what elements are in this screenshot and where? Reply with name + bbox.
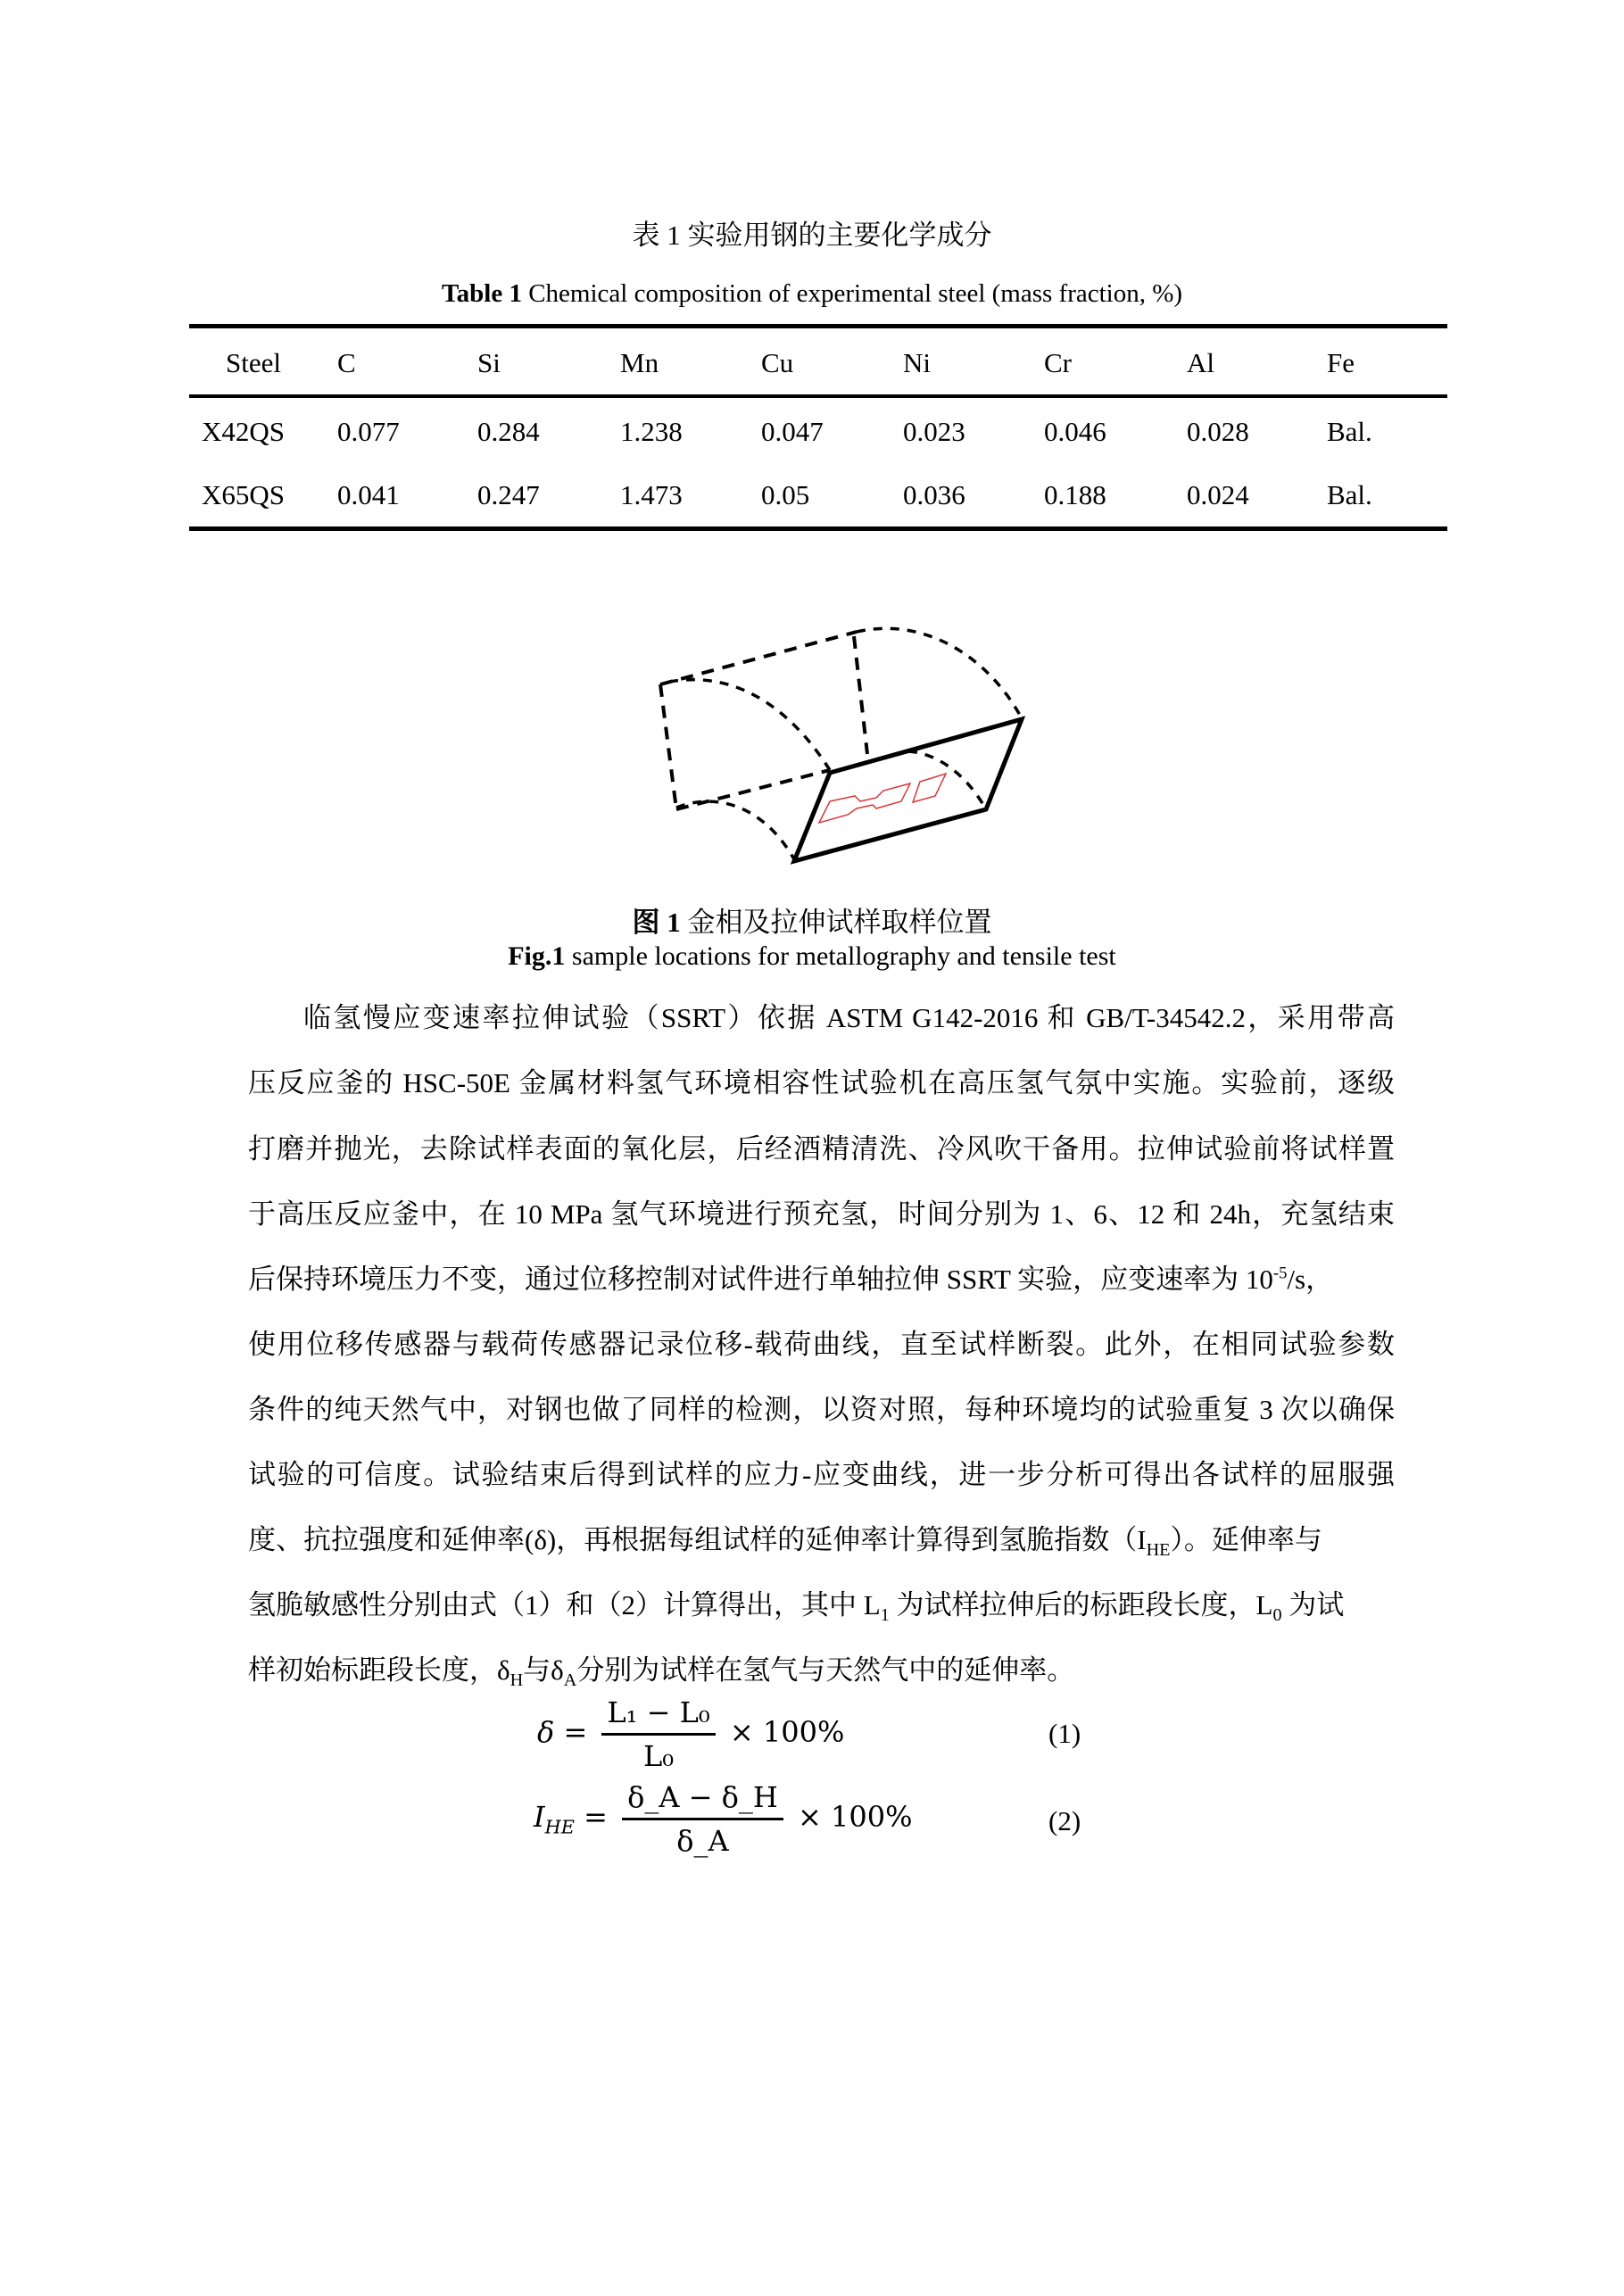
paragraph-line: 压反应釜的 HSC-50E 金属材料氢气环境相容性试验机在高压氢气氛中实施。实验前，逐级 xyxy=(248,1067,1395,1098)
eq1-factor: × 100% xyxy=(729,1715,845,1749)
exponent: -5 xyxy=(1272,1264,1288,1283)
equation-1: δ = $\frac{\text{L₁ − L₀}}{\text{L₀}}$ × 100% xyxy=(537,1695,845,1773)
eq2-numerator: δ_A − δ_H xyxy=(622,1780,783,1820)
table-top-rule xyxy=(189,324,1447,328)
table-caption-en xyxy=(0,279,1624,309)
figure-caption-en xyxy=(0,941,1624,972)
inner-curve-left xyxy=(669,680,830,770)
eq1-numerator: L₁ − L₀ xyxy=(601,1695,715,1736)
outer-curve-right xyxy=(857,628,1022,718)
table-cell: 1.238 xyxy=(620,416,683,447)
table-cell: 0.024 xyxy=(1187,479,1249,510)
table-header-cell: Cu xyxy=(761,347,794,378)
eq1-fraction xyxy=(601,1695,715,1773)
table-cell: 0.028 xyxy=(1187,416,1249,447)
subscript: 0 xyxy=(1272,1605,1282,1626)
equation-1-number: (1) xyxy=(1048,1718,1081,1749)
table-label: Table 1 xyxy=(441,279,522,308)
table-cell: 0.046 xyxy=(1044,416,1106,447)
pipe-left-edge xyxy=(660,684,676,809)
figure-caption-cn xyxy=(0,899,1624,940)
cut-plane xyxy=(794,719,1022,861)
table-cell: 0.047 xyxy=(761,416,824,447)
table-header-cell: Ni xyxy=(903,347,931,378)
table-cell: 0.036 xyxy=(903,479,965,510)
table-cell: Bal. xyxy=(1327,479,1372,510)
table-header-rule xyxy=(189,394,1447,398)
paragraph-line xyxy=(248,1647,1395,1691)
pipe-top-edge xyxy=(660,632,857,684)
eq2-fraction xyxy=(622,1780,783,1858)
eq2-denominator: δ_A xyxy=(676,1824,729,1858)
figure-caption-en-text: sample locations for metallography and tensile test xyxy=(565,941,1116,971)
table-header-cell: Si xyxy=(477,347,501,378)
table-caption-text: Chemical composition of experimental steel (mass fraction, %) xyxy=(521,279,1183,308)
line-text: 氢脆敏感性分别由式（1）和（2）计算得出，其中 L xyxy=(248,1589,881,1620)
paragraph-line xyxy=(248,1582,1395,1626)
eq2-lhs-sub: HE xyxy=(544,1816,575,1838)
table-cell: 0.05 xyxy=(761,479,810,510)
table-header-cell: Al xyxy=(1187,347,1214,378)
pipe-outline-dashed xyxy=(660,632,867,809)
subscript: H xyxy=(510,1670,524,1691)
table-caption-cn: 表 1 实验用钢的主要化学成分 xyxy=(632,220,992,251)
paragraph-line: 使用位移传感器与载荷传感器记录位移-载荷曲线，直至试样断裂。此外，在相同试验参数 xyxy=(248,1329,1395,1360)
table-cell: 0.284 xyxy=(477,416,540,447)
table-header-cell: Steel xyxy=(226,347,281,378)
figure-label-en: Fig.1 xyxy=(508,941,566,971)
eq1-lhs: δ xyxy=(537,1715,555,1749)
lower-curve-left xyxy=(676,801,794,859)
line-tail: ）。延伸率与 xyxy=(1170,1524,1322,1555)
table-header-cell: Cr xyxy=(1044,347,1072,378)
line-tail: 为试 xyxy=(1281,1589,1345,1620)
line-tail: 分别为试样在氢气与天然气中的延伸率。 xyxy=(576,1654,1075,1686)
table-row-label: X42QS xyxy=(202,416,286,447)
table-header-cell: Fe xyxy=(1327,347,1355,378)
table-cell: Bal. xyxy=(1327,416,1372,447)
table-cell: 0.023 xyxy=(903,416,965,447)
pipe-mid-edge xyxy=(854,636,867,754)
table-header-cell: C xyxy=(337,347,356,378)
equation-2-number: (2) xyxy=(1048,1805,1081,1836)
line-text: 度、抗拉强度和延伸率(δ)，再根据每组试样的延伸率计算得到氢脆指数（I xyxy=(248,1524,1147,1555)
table-header-cell: Mn xyxy=(620,347,659,378)
pipe-curves-dashed xyxy=(669,628,1022,859)
line-text: 后保持环境压力不变，通过位移控制对试件进行单轴拉伸 SSRT 实验，应变速率为 10 xyxy=(248,1264,1273,1295)
table-row-label: X65QS xyxy=(202,479,286,510)
paragraph-line: 试验的可信度。试验结束后得到试样的应力-应变曲线，进一步分析可得出各试样的屈服强 xyxy=(248,1459,1395,1490)
subscript: 1 xyxy=(880,1605,890,1626)
subscript: A xyxy=(563,1670,577,1691)
table-cell: 0.077 xyxy=(337,416,400,447)
eq1-denominator: L₀ xyxy=(643,1739,675,1773)
tensile-specimen xyxy=(819,774,946,823)
subscript: HE xyxy=(1146,1540,1171,1561)
paragraph-line: 临氢慢应变速率拉伸试验（SSRT）依据 ASTM G142-2016 和 GB/T-34542.2，采用带高 xyxy=(303,1002,1395,1033)
line-mid: 为试样拉伸后的标距段长度，L xyxy=(889,1589,1273,1620)
eq2-lhs: I xyxy=(534,1800,545,1834)
paragraph-line xyxy=(248,1256,1395,1297)
line-tail: /s， xyxy=(1287,1264,1334,1295)
paragraph-line xyxy=(248,1517,1395,1561)
sample-location-diagram xyxy=(642,607,1053,892)
tensile-specimen-outline xyxy=(819,783,910,823)
table-cell: 0.188 xyxy=(1044,479,1106,510)
equation-2: $I_{HE}$ = $\frac{\delta\_A - \delta\_H}{\delta\_A}$ × 100% xyxy=(534,1780,913,1858)
table-bottom-rule xyxy=(189,526,1447,531)
paragraph-line: 打磨并抛光，去除试样表面的氧化层，后经酒精清洗、冷风吹干备用。拉伸试验前将试样置 xyxy=(248,1133,1395,1165)
line-mid: 与δ xyxy=(523,1654,564,1686)
table-cell: 1.473 xyxy=(620,479,683,510)
paragraph-line: 于高压反应釜中，在 10 MPa 氢气环境进行预充氢，时间分别为 1、6、12 和 24h，充氢结束 xyxy=(248,1198,1395,1230)
figure-label-cn: 图 1 xyxy=(632,907,681,938)
line-text: 样初始标距段长度，δ xyxy=(248,1654,510,1686)
table-cell: 0.041 xyxy=(337,479,400,510)
figure-caption-cn-text: 金相及拉伸试样取样位置 xyxy=(680,907,992,938)
eq2-factor: × 100% xyxy=(798,1800,913,1834)
cut-plane-solid xyxy=(794,719,1022,861)
table-cell: 0.247 xyxy=(477,479,540,510)
paragraph-line: 条件的纯天然气中，对钢也做了同样的检测，以资对照，每种环境均的试验重复 3 次以确保 xyxy=(248,1394,1395,1425)
metallography-specimen-outline xyxy=(913,774,946,802)
